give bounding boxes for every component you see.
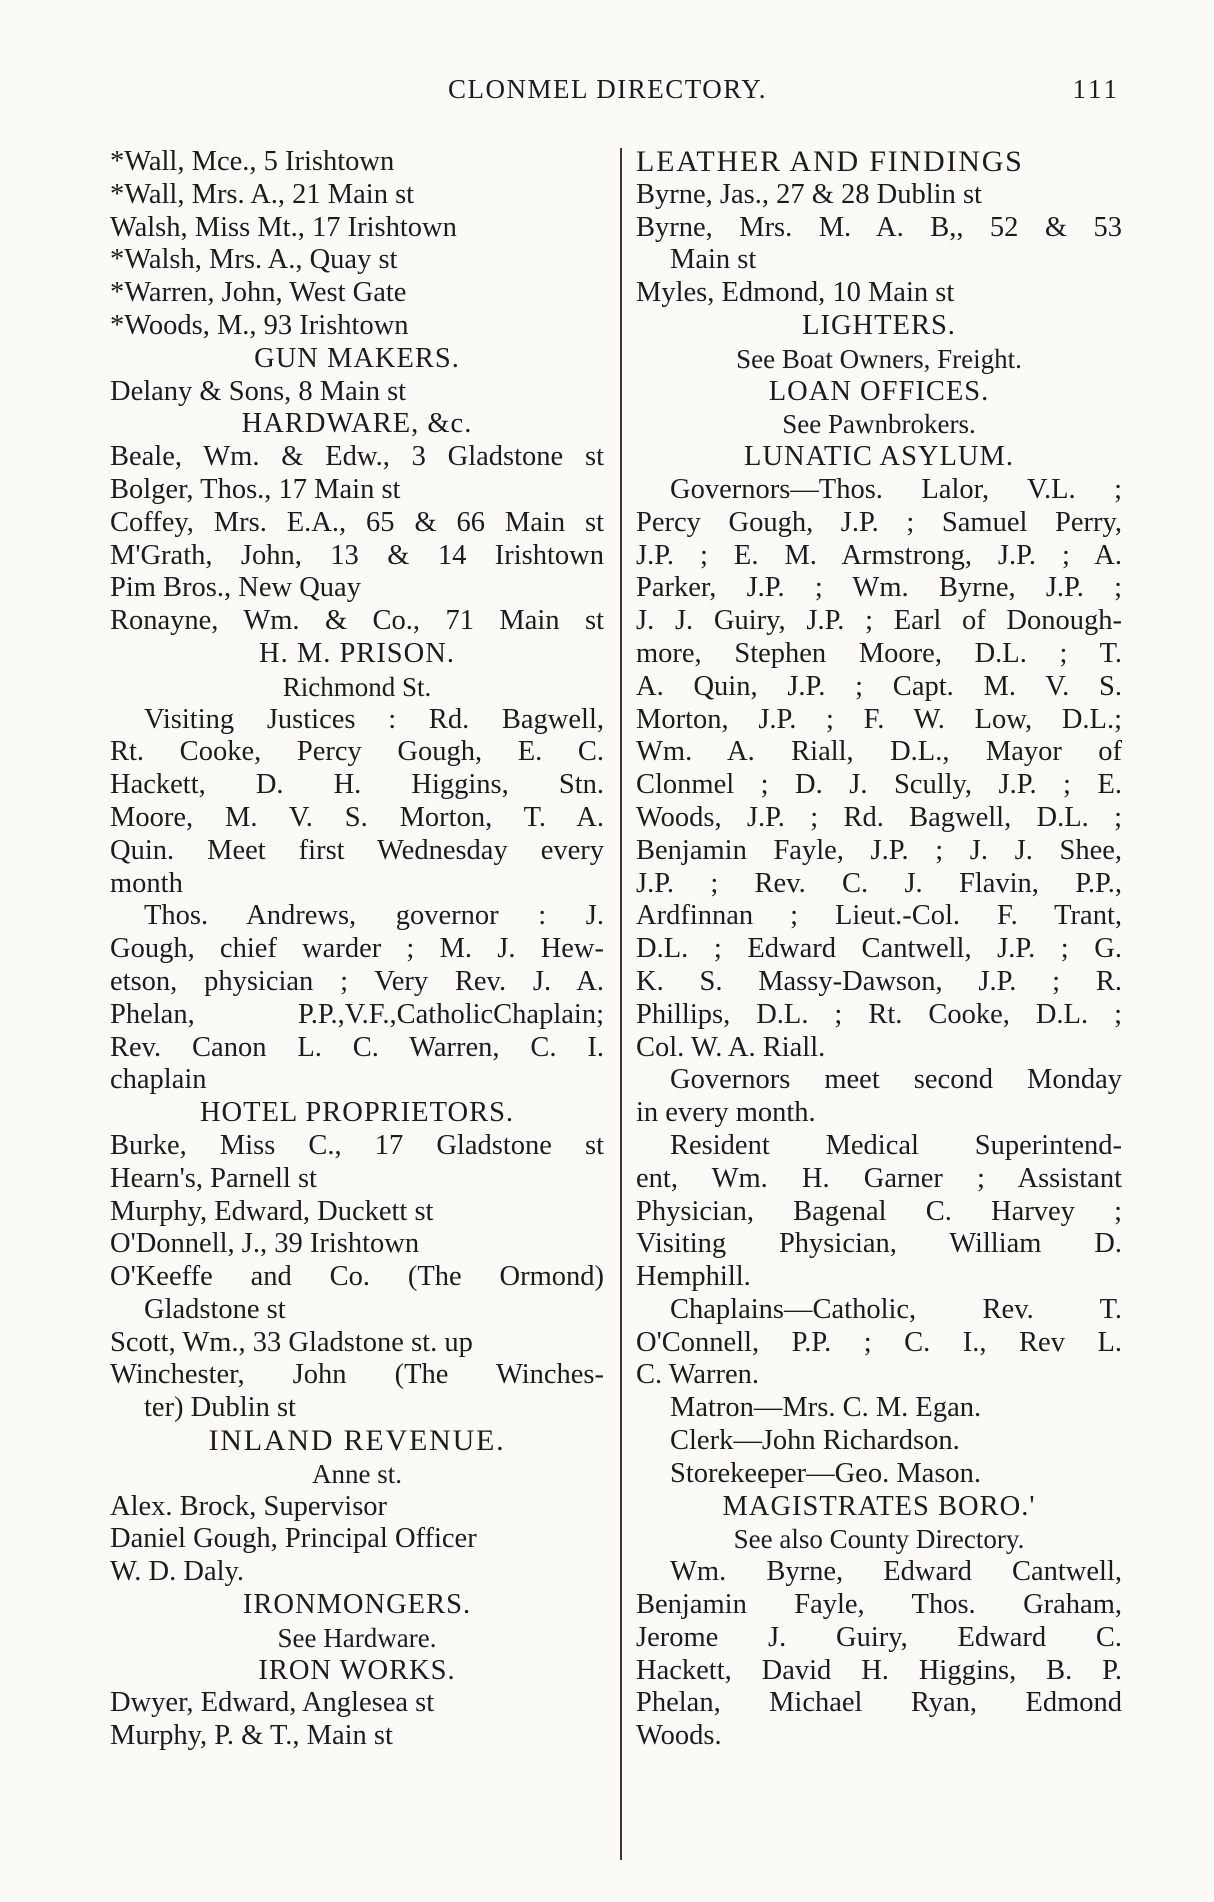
entry-line: Jerome J. Guiry, Edward C.	[636, 1621, 1122, 1653]
entry-line: C. Warren.	[636, 1359, 760, 1391]
section-heading: INLAND REVENUE.	[208, 1424, 506, 1458]
entry-line: Gladstone st	[144, 1293, 286, 1325]
entry-line: Rev. Canon L. C. Warren, C. I.	[110, 1031, 604, 1063]
entry-line: J.P. ; E. M. Armstrong, J.P. ; A.	[636, 539, 1122, 571]
entry-line: Scott, Wm., 33 Gladstone st. up	[110, 1326, 473, 1358]
entry-line: more, Stephen Moore, D.L. ; T.	[636, 637, 1122, 669]
entry-line: Winchester, John (The Winches-	[110, 1359, 604, 1391]
entry-line: Woods.	[636, 1720, 722, 1752]
section-heading: HARDWARE, &c.	[241, 408, 473, 440]
entry-line: Hearn's, Parnell st	[110, 1162, 317, 1194]
entry-line: Clerk—John Richardson.	[670, 1425, 960, 1457]
entry-line: Matron—Mrs. C. M. Egan.	[670, 1392, 982, 1424]
entry-line: Governors—Thos. Lalor, V.L. ;	[670, 473, 1122, 505]
entry-line: Rt. Cooke, Percy Gough, E. C.	[110, 736, 604, 768]
entry-line: *Warren, John, West Gate	[110, 277, 407, 309]
section-subheading: See Pawnbrokers.	[782, 409, 976, 440]
column-divider	[620, 148, 622, 1860]
entry-line: Coffey, Mrs. E.A., 65 & 66 Main st	[110, 506, 604, 538]
page-number: 111	[1072, 74, 1120, 104]
section-heading: MAGISTRATES BORO.'	[722, 1490, 1036, 1522]
entry-line: month	[110, 867, 183, 899]
right-column	[636, 146, 1122, 1753]
entry-line: Resident Medical Superintend-	[670, 1129, 1122, 1161]
entry-line: Hackett, David H. Higgins, B. P.	[636, 1654, 1122, 1686]
section-subheading: See Boat Owners, Freight.	[736, 343, 1022, 374]
section-subheading: Anne st.	[312, 1458, 402, 1489]
section-subheading: See Hardware.	[277, 1622, 437, 1653]
entry-line: Murphy, Edward, Duckett st	[110, 1195, 434, 1227]
entry-line: Percy Gough, J.P. ; Samuel Perry,	[636, 506, 1122, 538]
entry-line: Morton, J.P. ; F. W. Low, D.L.;	[636, 703, 1122, 735]
entry-line: Wm. Byrne, Edward Cantwell,	[670, 1556, 1122, 1588]
section-heading: LEATHER AND FINDINGS	[636, 145, 1024, 178]
entry-line: Hackett, D. H. Higgins, Stn.	[110, 769, 604, 801]
section-heading: HOTEL PROPRIETORS.	[199, 1097, 515, 1129]
entry-line: O'Connell, P.P. ; C. I., Rev L.	[636, 1326, 1122, 1358]
entry-line: Quin. Meet first Wednesday every	[110, 834, 604, 866]
entry-line: Gough, chief warder ; M. J. Hew-	[110, 933, 604, 965]
section-subheading: See also County Directory.	[733, 1524, 1025, 1555]
section-heading: IRON WORKS.	[258, 1654, 456, 1686]
entry-line: Hemphill.	[636, 1261, 751, 1293]
entry-line: Phillips, D.L. ; Rt. Cooke, D.L. ;	[636, 998, 1122, 1030]
entry-line: Thos. Andrews, governor : J.	[144, 900, 604, 932]
entry-line: Chaplains—Catholic, Rev. T.	[670, 1293, 1122, 1325]
entry-line: Moore, M. V. S. Morton, T. A.	[110, 801, 604, 833]
entry-line: Dwyer, Edward, Anglesea st	[110, 1687, 435, 1719]
entry-line: Phelan, Michael Ryan, Edmond	[636, 1687, 1122, 1719]
entry-line: M'Grath, John, 13 & 14 Irishtown	[110, 539, 604, 571]
entry-line: Bolger, Thos., 17 Main st	[110, 473, 401, 505]
entry-line: Physician, Bagenal C. Harvey ;	[636, 1195, 1122, 1227]
entry-line: Beale, Wm. & Edw., 3 Gladstone st	[110, 441, 604, 473]
entry-line: Governors meet second Monday	[670, 1064, 1122, 1096]
entry-line: Daniel Gough, Principal Officer	[110, 1523, 477, 1555]
entry-line: ter) Dublin st	[144, 1392, 296, 1424]
entry-line: Benjamin Fayle, Thos. Graham,	[636, 1589, 1122, 1621]
section-heading: LOAN OFFICES.	[768, 375, 990, 407]
entry-line: W. D. Daly.	[110, 1556, 245, 1588]
entry-line: O'Donnell, J., 39 Irishtown	[110, 1228, 420, 1260]
entry-line: Byrne, Jas., 27 & 28 Dublin st	[636, 178, 982, 210]
entry-line: Murphy, P. & T., Main st	[110, 1720, 393, 1752]
entry-line: Wm. A. Riall, D.L., Mayor of	[636, 736, 1122, 768]
entry-line: Parker, J.P. ; Wm. Byrne, J.P. ;	[636, 572, 1122, 604]
entry-line: chaplain	[110, 1064, 207, 1096]
entry-line: K. S. Massy-Dawson, J.P. ; R.	[636, 965, 1122, 997]
entry-line: etson, physician ; Very Rev. J. A.	[110, 965, 604, 997]
section-heading: LIGHTERS.	[802, 309, 956, 341]
entry-line: D.L. ; Edward Cantwell, J.P. ; G.	[636, 933, 1122, 965]
entry-line: Delany & Sons, 8 Main st	[110, 375, 407, 407]
entry-line: Ronayne, Wm. & Co., 71 Main st	[110, 605, 604, 637]
entry-line: Benjamin Fayle, J.P. ; J. J. Shee,	[636, 834, 1122, 866]
entry-line: *Wall, Mrs. A., 21 Main st	[110, 178, 415, 210]
section-heading: LUNATIC ASYLUM.	[744, 441, 1014, 473]
section-heading: GUN MAKERS.	[254, 342, 460, 374]
entry-line: Alex. Brock, Supervisor	[110, 1490, 388, 1522]
running-head-title: CLONMEL DIRECTORY.	[448, 74, 768, 104]
section-heading: IRONMONGERS.	[242, 1589, 472, 1621]
entry-line: O'Keeffe and Co. (The Ormond)	[110, 1261, 604, 1293]
running-head	[110, 74, 1120, 110]
entry-line: Woods, J.P. ; Rd. Bagwell, D.L. ;	[636, 801, 1122, 833]
entry-line: A. Quin, J.P. ; Capt. M. V. S.	[636, 670, 1122, 702]
entry-line: Clonmel ; D. J. Scully, J.P. ; E.	[636, 769, 1122, 801]
left-column	[110, 146, 604, 1753]
section-subheading: Richmond St.	[282, 671, 432, 702]
entry-line: Storekeeper—Geo. Mason.	[670, 1457, 982, 1489]
entry-line: Pim Bros., New Quay	[110, 572, 361, 604]
entry-line: Walsh, Miss Mt., 17 Irishtown	[110, 211, 457, 243]
entry-line: J.P. ; Rev. C. J. Flavin, P.P.,	[636, 867, 1122, 899]
entry-line: Visiting Physician, William D.	[636, 1228, 1122, 1260]
entry-line: Visiting Justices : Rd. Bagwell,	[144, 703, 604, 735]
entry-line: in every month.	[636, 1097, 816, 1129]
entry-line: Burke, Miss C., 17 Gladstone st	[110, 1129, 604, 1161]
entry-line: *Wall, Mce., 5 Irishtown	[110, 146, 395, 177]
entry-line: Byrne, Mrs. M. A. B,, 52 & 53	[636, 211, 1122, 243]
entry-line: *Woods, M., 93 Irishtown	[110, 309, 409, 341]
section-heading: H. M. PRISON.	[259, 637, 455, 669]
entry-line: J. J. Guiry, J.P. ; Earl of Donough-	[636, 605, 1122, 637]
entry-line: ent, Wm. H. Garner ; Assistant	[636, 1162, 1122, 1194]
entry-line: Myles, Edmond, 10 Main st	[636, 277, 955, 309]
entry-line: Phelan, P.P.,V.F.,CatholicChaplain;	[110, 998, 604, 1030]
entry-line: Main st	[670, 244, 757, 276]
entry-line: Ardfinnan ; Lieut.-Col. F. Trant,	[636, 900, 1122, 932]
entry-line: Col. W. A. Riall.	[636, 1031, 826, 1063]
entry-line: *Walsh, Mrs. A., Quay st	[110, 244, 398, 276]
